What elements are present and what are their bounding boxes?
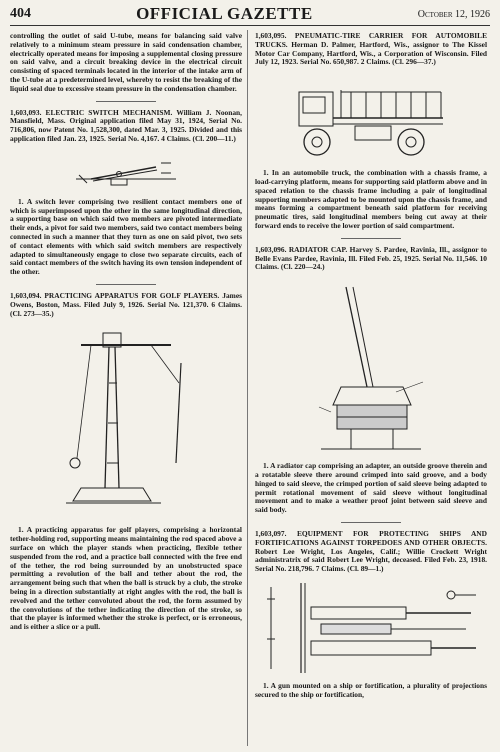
entry-1603096-header: 1,603,096. RADIATOR CAP. Harvey S. Pardee, Ravinia, Ill., assignor to Belle Evans Pardee, Ravinia, Ill. Filed Feb. 25, 1925. Serial No. 11,546. 10 Claims. (Cl. 220—24.) — [255, 244, 487, 272]
left-column — [10, 32, 242, 632]
tire-carrier-truck-figure — [291, 72, 451, 164]
publication-title: OFFICIAL GAZETTE — [136, 4, 313, 23]
entry-separator — [341, 522, 401, 523]
page-number: 404 — [10, 6, 31, 21]
switch-mechanism-figure — [71, 149, 181, 193]
entry-1603097-header: 1,603,097. EQUIPMENT FOR PROTECTING SHIPS AND FORTIFICATIONS AGAINST TORPEDOES AND OTHER OBJECTS. Robert Lee Wright, Los Angeles, Calif.; Willie Crockett Wright administratrix of said Robert Lee Wright, deceased. Filed Feb. 23, 1918. Serial No. 218,796. 7 Claims. (Cl. 89—1.) — [255, 528, 487, 574]
golf-apparatus-figure — [51, 323, 201, 521]
entry-1603097-claim: 1. A gun mounted on a ship or fortification, a plurality of projections secured to the ship or fortification, — [255, 680, 487, 699]
entry-separator — [341, 238, 401, 239]
entry-separator — [96, 284, 156, 285]
entry-1603093-claim: 1. A switch lever comprising two resilient contact members one of which is superimposed upon the other in the same longitudinal direction, a supporting base on which said two members are pivoted intermediate their ends, a pivot for said two members, said two contact members being connected in such a manner that they turn as one on said pivot, two sets of contact elements with which said switch members are respectively adapted to simultaneously engage to close two separate circuits, each of said contact members of the switch having its own tension independent of the other. — [10, 196, 242, 277]
entry-1603095-claim: 1. In an automobile truck, the combination with a chassis frame, a load-carrying platform, means for supporting said platform above and in spaced relation to the chassis frame including a pair of longitudinal supporting members adapted to be mounted upon the chassis frame, and means forming a compartment beneath said platform for receiving pneumatic tires, said longitudinal members being cut away at their forward ends to receive the lower portion of said compartment. — [255, 168, 487, 230]
radiator-cap-figure — [311, 277, 431, 457]
entry-separator — [96, 101, 156, 102]
entry-1603093-header: 1,603,093. ELECTRIC SWITCH MECHANISM. William J. Noonan, Mansfield, Mass. Original application filed May 31, 1924, Serial No. 716,806, now Patent No. 1,528,300, dated Mar. 3, 1925. Divided and this application filed Jan. 23, 1925. Serial No. 4,167. 4 Claims. (Cl. 200—11.) — [10, 107, 242, 143]
continued-claim-text: controlling the outlet of said U-tube, means for balancing said valve relatively to a minimum steam pressure in said condensation chamber, electrically operated means for imposing a supplemental closing pressure on said valve, and a circuit breaking device in the electrical circuit consisting of spaced terminals located in the interior of the intake arm of the U-tube at a predetermined level, whereby to resist the breaking of the liquid seal due to excessive steam pressure in the condensation chamber. — [10, 31, 242, 93]
right-column — [255, 32, 487, 700]
torpedo-protection-figure — [261, 579, 481, 677]
column-divider — [247, 30, 248, 746]
entry-1603094-claim: 1. A practicing apparatus for golf players, comprising a horizontal tether-holding rod, supporting means maintaining the rod spaced above a surface on which the player stands when practicing, flexible tether suspended from the rod, and a practice ball connected with the free end of the tether, the rod being surrounded by an unobstructed space permitting a revolution of the ball and tether about the rod, the arrangement being such that when the ball is struck by a club, the stroke being in a direction substantially at right angles with the rod, the ball is revolved and the tether convoluted about the rod, the form assumed by the convolutions of the tether indicating the direction of the stroke, so that the player is informed whether the stroke is perfect, or is erroneous, and is either a slice or a pull. — [10, 525, 242, 632]
page-header — [10, 3, 490, 26]
entry-1603094-header: 1,603,094. PRACTICING APPARATUS FOR GOLF PLAYERS. James Owens, Boston, Mass. Filed July 9, 1926. Serial No. 121,370. 6 Claims. (Cl. 273—35.) — [10, 290, 242, 318]
entry-1603095-header: 1,603,095. PNEUMATIC-TIRE CARRIER FOR AUTOMOBILE TRUCKS. Herman D. Palmer, Hartford, Wis., assignor to The Kissel Motor Car Company, Hartford, Wis., a Corporation of Wisconsin. Filed July 12, 1923. Serial No. 650,987. 2 Claims. (Cl. 296—37.) — [255, 31, 487, 67]
issue-date: October 12, 1926 — [417, 8, 490, 20]
entry-1603096-claim: 1. A radiator cap comprising an adapter, an outside groove therein and a rotatable sleeve there around crimped into said groove, and a body hinged to said sleeve, the crimped portion of said sleeve being adapted to permit rotational movement of said sleeve without longitudinal movement and to make a weather proof joint between said sleeve and said body. — [255, 461, 487, 515]
